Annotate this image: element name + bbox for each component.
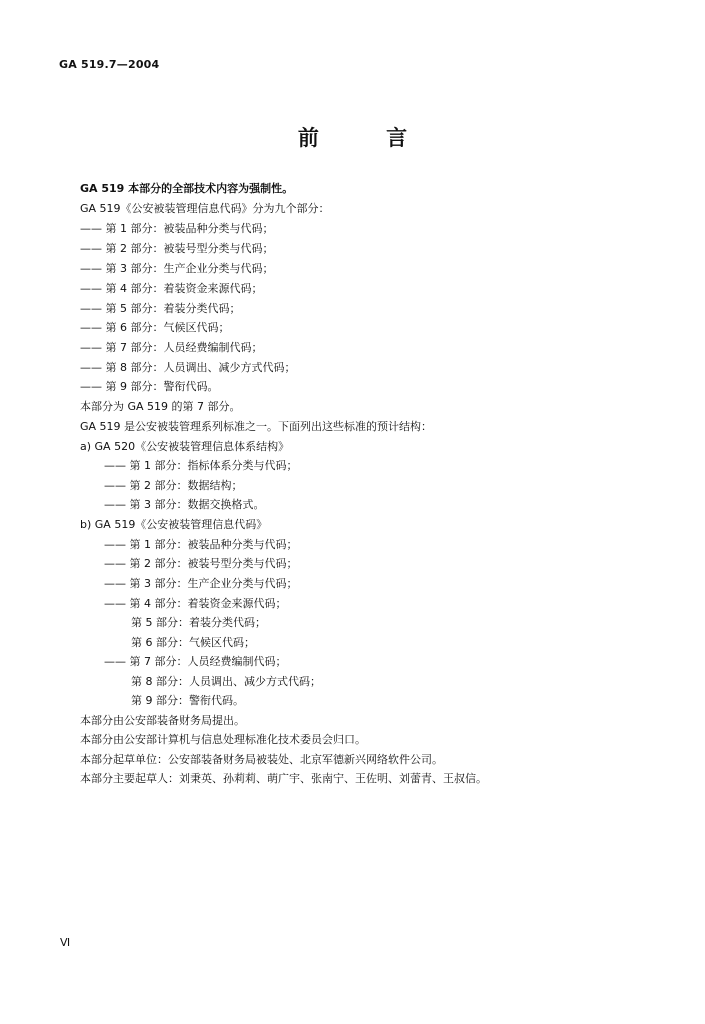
text-line: 本部分为 GA 519 的第 7 部分。	[80, 400, 241, 413]
text-line: GA 519 是公安被装管理系列标准之一。下面列出这些标准的预计结构：	[80, 420, 433, 433]
text-line: 本部分由公安部装备财务局提出。	[80, 714, 245, 727]
text-line: b) GA 519《公安被装管理信息代码》	[80, 518, 268, 531]
text-line: 本部分起草单位：公安部装备财务局被装处、北京军德新兴网络软件公司。	[80, 753, 443, 766]
list-item: —— 第 3 部分：生产企业分类与代码；	[80, 262, 274, 275]
list-item: —— 第 4 部分：着装资金来源代码；	[104, 597, 287, 610]
list-item: —— 第 3 部分：数据交换格式。	[104, 498, 265, 511]
list-item: 第 9 部分：警衔代码。	[131, 694, 244, 707]
list-item: —— 第 5 部分：着装分类代码；	[80, 302, 241, 315]
list-item: —— 第 2 部分：数据结构；	[104, 479, 243, 492]
list-item: —— 第 7 部分：人员经费编制代码；	[80, 341, 263, 354]
list-item: —— 第 1 部分：被装品种分类与代码；	[104, 538, 298, 551]
list-item: —— 第 3 部分：生产企业分类与代码；	[104, 577, 298, 590]
page-title: 前 言	[297, 126, 438, 150]
list-item: 第 8 部分：人员调出、减少方式代码；	[131, 675, 321, 688]
list-item: —— 第 4 部分：着装资金来源代码；	[80, 282, 263, 295]
list-item: —— 第 2 部分：被装号型分类与代码；	[80, 242, 274, 255]
text-line: 本部分由公安部计算机与信息处理标准化技术委员会归口。	[80, 733, 366, 746]
list-item: —— 第 9 部分：警衔代码。	[80, 380, 219, 393]
page-number: Ⅵ	[60, 936, 71, 949]
list-item: 第 5 部分：着装分类代码；	[131, 616, 266, 629]
text-line: GA 519 本部分的全部技术内容为强制性。	[80, 182, 294, 195]
list-item: —— 第 8 部分：人员调出、减少方式代码；	[80, 361, 296, 374]
standard-number: GA 519.7—2004	[59, 58, 160, 71]
text-line: GA 519《公安被装管理信息代码》分为九个部分：	[80, 202, 330, 215]
list-item: —— 第 7 部分：人员经费编制代码；	[104, 655, 287, 668]
list-item: —— 第 6 部分：气候区代码；	[80, 321, 230, 334]
list-item: —— 第 1 部分：指标体系分类与代码；	[104, 459, 298, 472]
list-item: —— 第 1 部分：被装品种分类与代码；	[80, 222, 274, 235]
list-item: —— 第 2 部分：被装号型分类与代码；	[104, 557, 298, 570]
text-line: a) GA 520《公安被装管理信息体系结构》	[80, 440, 290, 453]
text-line: 本部分主要起草人：刘秉英、孙莉莉、萌广宇、张南宁、王佐明、刘蕾青、王叔信。	[80, 772, 487, 785]
list-item: 第 6 部分：气候区代码；	[131, 636, 255, 649]
